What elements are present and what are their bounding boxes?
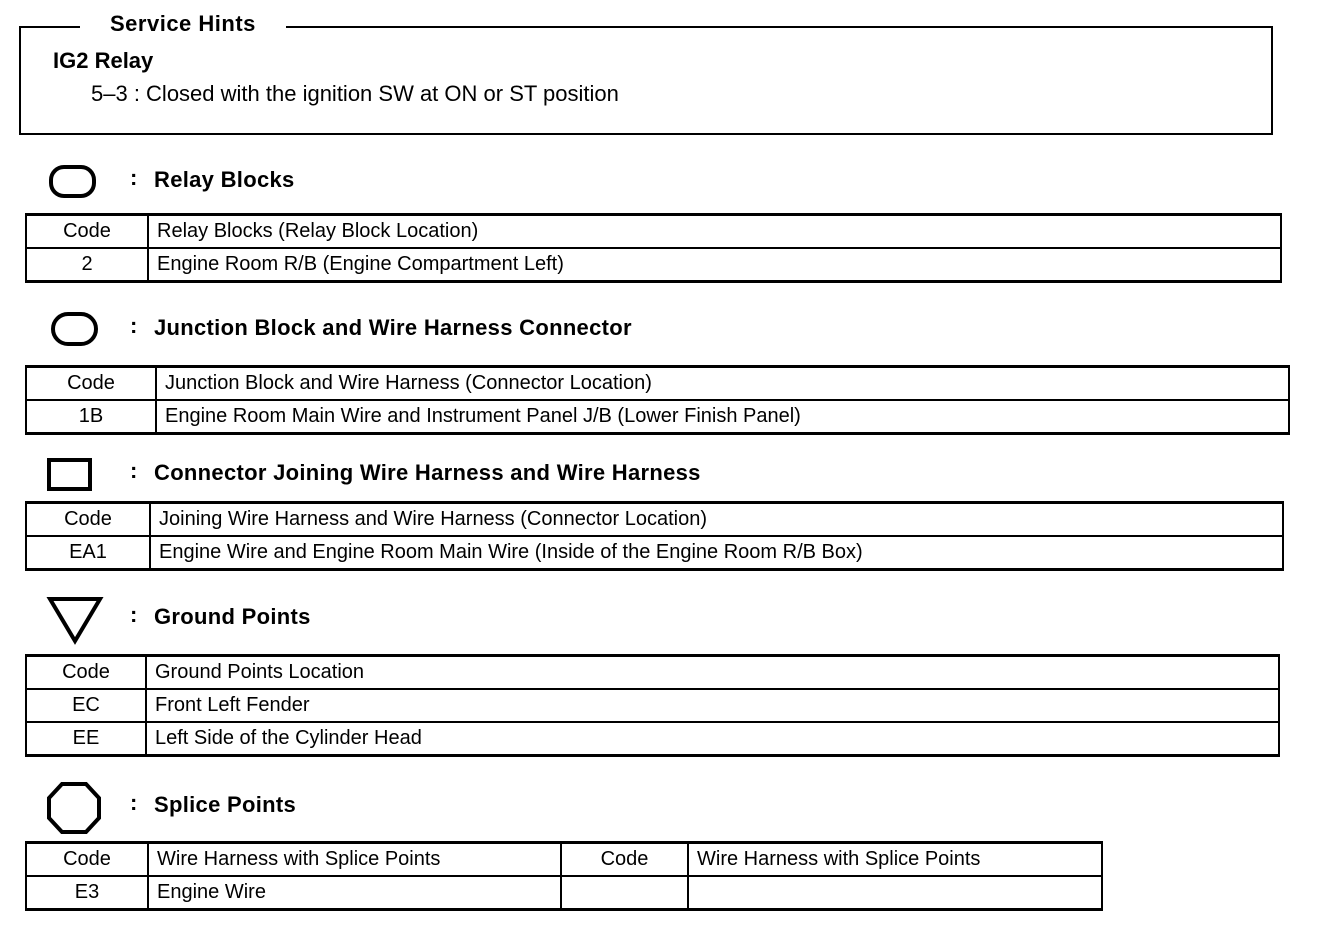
separator: : [130,458,138,483]
desc-header: Relay Blocks (Relay Block Location) [148,215,1281,249]
desc-cell: Engine Wire and Engine Room Main Wire (Inside of the Engine Room R/B Box) [150,536,1283,570]
separator: : [130,602,138,627]
desc-header: Junction Block and Wire Harness (Connector Location) [156,367,1289,401]
ground-points-title: Ground Points [154,604,311,629]
relay-name: IG2 Relay [53,48,154,73]
hint-line: 5–3 : Closed with the ignition SW at ON or ST position [91,81,619,106]
table-header-row [26,656,1279,690]
desc-cell: Engine Wire [148,876,561,910]
separator: : [130,313,138,338]
connectors-table [25,501,1284,571]
separator: : [130,790,138,815]
code-header: Code [26,656,146,690]
table-row [26,400,1289,434]
desc-cell: Engine Room Main Wire and Instrument Panel J/B (Lower Finish Panel) [156,400,1289,434]
octagon-icon [46,781,102,835]
desc-cell: Left Side of the Cylinder Head [146,722,1279,756]
code-cell: 2 [26,248,148,282]
desc-header: Wire Harness with Splice Points [148,843,561,877]
table-header-row [26,503,1283,537]
table-header-row [26,215,1281,249]
table-row [26,722,1279,756]
code-cell: 1B [26,400,156,434]
code-cell: EE [26,722,146,756]
code-header: Code [26,843,148,877]
splice-points-title: Splice Points [154,792,297,817]
junction-blocks-title: Junction Block and Wire Harness Connector [154,315,632,340]
desc-cell: Engine Room R/B (Engine Compartment Left) [148,248,1281,282]
table-row [26,536,1283,570]
service-hints-title: Service Hints [80,11,286,37]
desc-header: Ground Points Location [146,656,1279,690]
code-header: Code [561,843,688,877]
desc-cell [688,876,1102,910]
junction-blocks-table [25,365,1290,435]
relay-blocks-table [25,213,1282,283]
table-header-row [26,843,1102,877]
relay-blocks-title: Relay Blocks [154,167,295,192]
desc-header: Wire Harness with Splice Points [688,843,1102,877]
splice-points-table [25,841,1103,911]
desc-header: Joining Wire Harness and Wire Harness (Connector Location) [150,503,1283,537]
oval-icon [50,311,100,347]
code-header: Code [26,367,156,401]
table-row [26,876,1102,910]
rectangle-icon [46,457,94,493]
separator: : [130,165,138,190]
table-header-row [26,367,1289,401]
code-cell: E3 [26,876,148,910]
code-cell: EC [26,689,146,722]
code-cell: EA1 [26,536,150,570]
connectors-title: Connector Joining Wire Harness and Wire Harness [154,460,701,485]
ground-points-table [25,654,1280,757]
table-row [26,248,1281,282]
triangle-down-icon [46,596,104,646]
rounded-rectangle-icon [48,164,98,200]
code-header: Code [26,503,150,537]
code-header: Code [26,215,148,249]
code-cell [561,876,688,910]
table-row [26,689,1279,722]
desc-cell: Front Left Fender [146,689,1279,722]
